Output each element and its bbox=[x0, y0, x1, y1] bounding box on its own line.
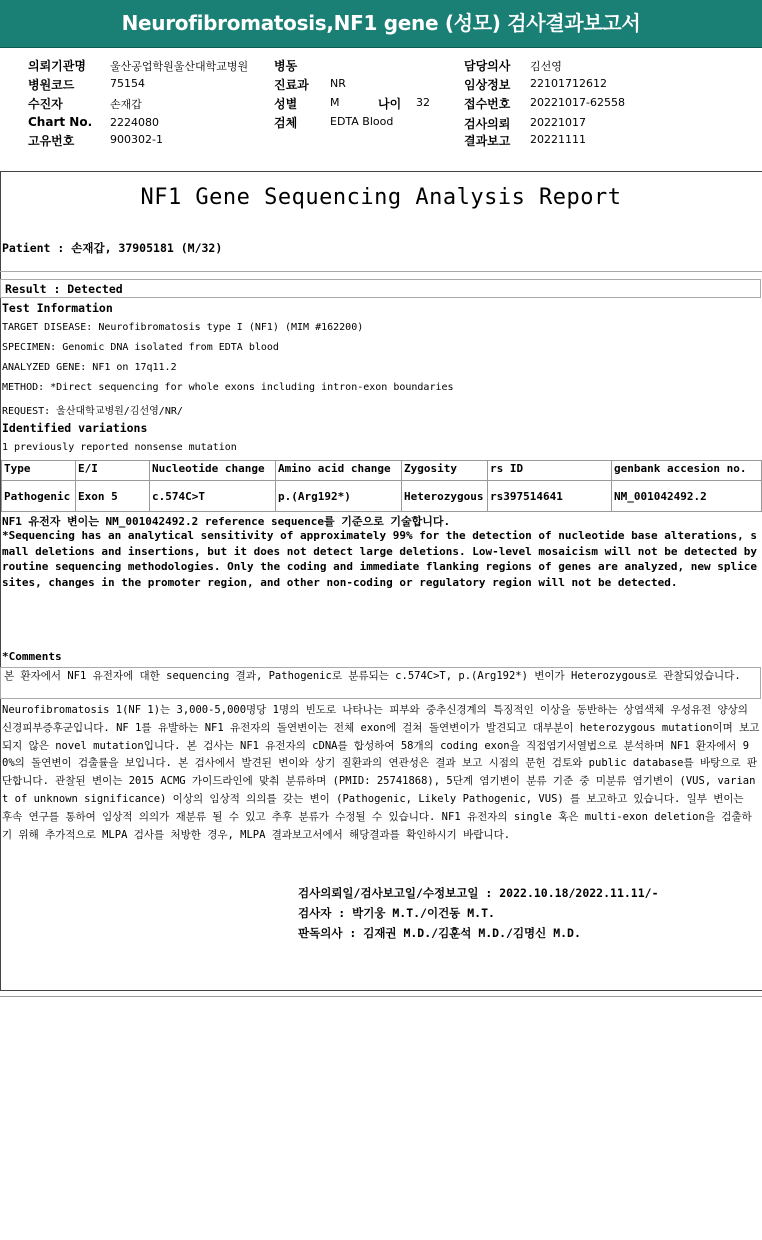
comment-summary: 본 환자에서 NF1 유전자에 대한 sequencing 결과, Pathogenic로 분류되는 c.574C>T, p.(Arg192*) 변이가 Heterozygous로 관찰되었습니다. bbox=[4, 670, 741, 682]
reference-sequence-note: NF1 유전자 변이는 NM_001042492.2 reference sequence를 기준으로 기술합니다. bbox=[2, 515, 451, 528]
specimen-label: 검체 bbox=[274, 116, 298, 130]
col-header-exon: E/I bbox=[76, 461, 150, 481]
analyzed-gene-line: ANALYZED GENE: NF1 on 17q11.2 bbox=[2, 362, 177, 373]
doctor-label: 담당의사 bbox=[464, 59, 511, 73]
report-banner bbox=[0, 0, 762, 48]
sex-value: M bbox=[330, 96, 340, 109]
col-header-type: Type bbox=[2, 461, 76, 481]
col-header-amino-acid: Amino acid change bbox=[276, 461, 402, 481]
request-date-value: 20221017 bbox=[530, 116, 586, 129]
report-date-label: 결과보고 bbox=[464, 134, 511, 148]
bottom-divider bbox=[0, 996, 762, 997]
institution-label: 의뢰기관명 bbox=[28, 59, 86, 73]
specimen-line: SPECIMEN: Genomic DNA isolated from EDTA blood bbox=[2, 342, 279, 353]
age-value: 32 bbox=[416, 96, 430, 109]
hospital-code-label: 병원코드 bbox=[28, 78, 75, 92]
request-date-label: 검사의뢰 bbox=[464, 117, 511, 131]
col-header-zygosity: Zygosity bbox=[402, 461, 488, 481]
age-label: 나이 bbox=[378, 97, 402, 111]
specimen-value: EDTA Blood bbox=[330, 115, 394, 128]
comments-heading: *Comments bbox=[2, 650, 62, 663]
variations-heading: Identified variations bbox=[2, 421, 148, 435]
comment-box bbox=[0, 667, 761, 699]
patient-value: 손재갑 bbox=[110, 98, 142, 111]
reader-line: 판독의사 : 김재권 M.D./김훈석 M.D./김명신 M.D. bbox=[298, 926, 581, 940]
result-box bbox=[0, 279, 761, 298]
report-dates: 검사의뢰일/검사보고일/수정보고일 : 2022.10.18/2022.11.11/- bbox=[298, 886, 659, 900]
clinical-info-value: 22101712612 bbox=[530, 77, 607, 90]
divider bbox=[0, 271, 762, 272]
report-title: NF1 Gene Sequencing Analysis Report bbox=[140, 185, 622, 210]
chart-no-label: Chart No. bbox=[28, 115, 93, 129]
table-header-row bbox=[2, 461, 762, 481]
comment-paragraph: Neurofibromatosis 1(NF 1)는 3,000-5,000명당 1명의 빈도로 나타나는 피부와 중추신경계의 특징적인 이상을 동반하는 상염색체 우성유전 양상의 신경피부증후군입니다. NF 1를 유발하는 NF1 유전자의 돌연변이는 전체 exon에 걸쳐 돌연변이가 발견되고 대부분이 heterozygous mutation이며 보고되지 않은 novel mutation입니다. 본 검사는 NF1 유전자의 cDNA를 합성하여 58개의 coding exon을 직접염기서열법으로 분석하며 NF1 환자에서 90%의 돌연변이 검출률을 보입니다. 본 검사에서 발견된 변이와 상기 질환과의 연관성은 결과 보고 시점의 문헌 검토와 public database를 바탕으로 판단합니다. 관찰된 변이는 2015 ACMG 가이드라인에 맞춰 분류하며 (PMID: 25741868), 5단계 염기변이 분류 기준 중 미분류 염기변이 (VUS, variant of unknown significance) 이상의 임상적 의의를 갖는 변이 (Pathogenic, Likely Pathogenic, VUS) 를 보고하고 있습니다. 일부 변이는 후속 연구를 통하여 임상적 의의가 재분류 될 수 있고 추후 분류가 수정될 수 있습니다. NF1 유전자의 single 혹은 multi-exon deletion을 검출하기 위해 추가적으로 MLPA 검사를 처방한 경우, MLPA 결과보고서에서 해당결과를 확인하시기 바랍니다. bbox=[2, 704, 760, 841]
banner-title: Neurofibromatosis,NF1 gene (성모) 검사결과보고서 bbox=[121, 11, 641, 35]
doctor-value: 김선영 bbox=[530, 60, 562, 73]
cell-nucleotide: c.574C>T bbox=[150, 481, 276, 512]
cell-genbank: NM_001042492.2 bbox=[612, 481, 762, 512]
variations-summary: 1 previously reported nonsense mutation bbox=[2, 442, 237, 453]
clinical-info-label: 임상정보 bbox=[464, 78, 511, 92]
col-header-nucleotide: Nucleotide change bbox=[150, 461, 276, 481]
variations-table bbox=[1, 460, 762, 512]
table-row bbox=[2, 481, 762, 512]
unique-no-label: 고유번호 bbox=[28, 134, 75, 148]
dept-value: NR bbox=[330, 77, 346, 90]
patient-label: 수진자 bbox=[28, 97, 63, 111]
institution-value: 울산공업학원울산대학교병원 bbox=[110, 60, 249, 73]
col-header-genbank: genbank accesion no. bbox=[612, 461, 762, 481]
request-line: REQUEST: 울산대학교병원/김선영/NR/ bbox=[2, 406, 183, 417]
cell-rsid: rs397514641 bbox=[488, 481, 612, 512]
test-info-heading: Test Information bbox=[2, 301, 113, 315]
examiner-line: 검사자 : 박기웅 M.T./이건동 M.T. bbox=[298, 906, 495, 920]
result-text: Result : Detected bbox=[5, 282, 123, 296]
receipt-no-value: 20221017-62558 bbox=[530, 96, 625, 109]
header-info bbox=[0, 48, 762, 172]
chart-no-value: 2224080 bbox=[110, 116, 159, 129]
cell-amino-acid: p.(Arg192*) bbox=[276, 481, 402, 512]
hospital-code-value: 75154 bbox=[110, 77, 145, 90]
cell-exon: Exon 5 bbox=[76, 481, 150, 512]
ward-label: 병동 bbox=[274, 59, 298, 73]
cell-type: Pathogenic bbox=[2, 481, 76, 512]
patient-line: Patient : 손재갑, 37905181 (M/32) bbox=[2, 241, 223, 255]
dept-label: 진료과 bbox=[274, 78, 309, 92]
method-line: METHOD: *Direct sequencing for whole exons including intron-exon boundaries bbox=[2, 382, 454, 393]
sex-label: 성별 bbox=[274, 97, 298, 111]
unique-no-value: 900302-1 bbox=[110, 133, 163, 146]
report-date-value: 20221111 bbox=[530, 133, 586, 146]
target-disease-line: TARGET DISEASE: Neurofibromatosis type I (NF1) (MIM #162200) bbox=[2, 322, 364, 333]
cell-zygosity: Heterozygous bbox=[402, 481, 488, 512]
receipt-no-label: 접수번호 bbox=[464, 97, 511, 111]
col-header-rsid: rs ID bbox=[488, 461, 612, 481]
sensitivity-note: *Sequencing has an analytical sensitivity of approximately 99% for the detection of nucleotide base alterations, small deletions and insertions, but it does not detect large deletions. Low-level mosaicism will not be detected by routine sequencing methodologies. Only the coding and immediate flanking regions of genes are analyzed, new splice sites, changes in the promoter region, and other non-coding or regulatory region will not be detected. bbox=[2, 529, 757, 589]
